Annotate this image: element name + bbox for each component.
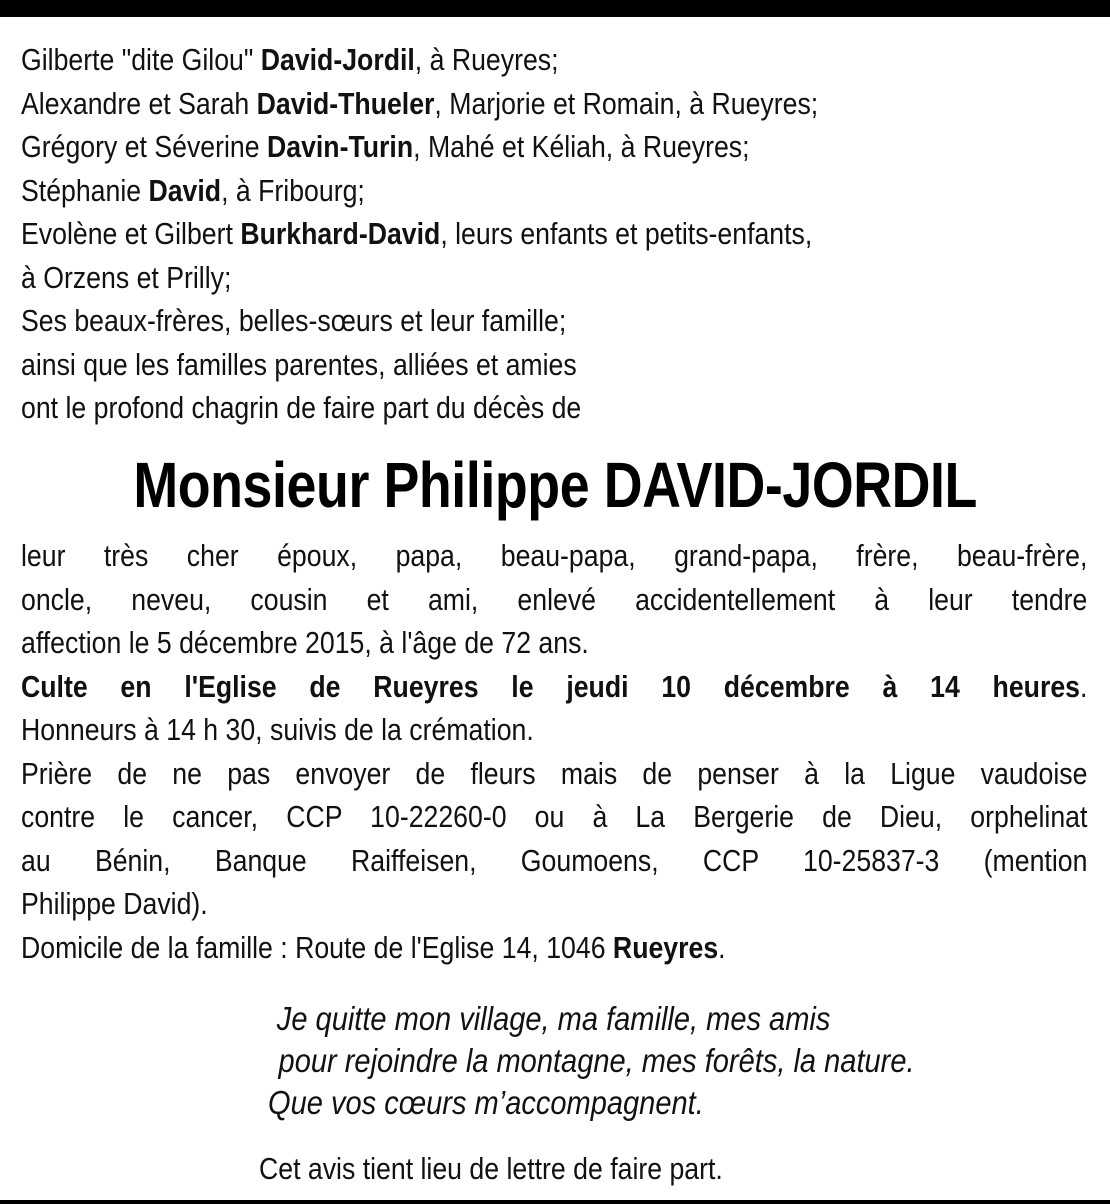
service-announcement: Culte en l'Eglise de Rueyres le jeudi 10 décembre à 14 heures. [21,668,1088,704]
top-border-rule [0,0,1110,17]
mourner-line: à Orzens et Prilly; [21,259,232,295]
donation-line: au Bénin, Banque Raiffeisen, Goumoens, CCP 10-25837-3 (mention [21,842,1088,878]
notice-body [21,534,1087,969]
bottom-border-rule [0,1200,1110,1204]
mourner-line: ont le profond chagrin de faire part du décès de [21,390,582,425]
footer-note: Cet avis tient lieu de lettre de faire part. [259,1151,723,1186]
family-name: Davin-Turin [266,129,414,164]
mourner-line: Evolène et Gilbert Burkhard-David, leurs enfants et petits-enfants, [21,216,813,251]
mourner-line: Gilberte "dite Gilou" David-Jordil, à Rueyres; [21,42,559,77]
description-line: leur très cher époux, papa, beau-papa, grand-papa, frère, beau-frère, [21,538,1088,573]
mourner-line: Ses beaux-frères, belles-sœurs et leur famille; [21,303,567,338]
mourner-line: Stéphanie David, à Fribourg; [21,172,365,208]
donation-line: contre le cancer, CCP 10-22260-0 ou à La Bergerie de Dieu, orphelinat [21,799,1088,834]
mourner-line: ainsi que les familles parentes, alliées et amies [21,346,577,382]
mourners-list [21,38,1087,430]
poem-line: Que vos cœurs m’accompagnent. [268,1084,704,1121]
donation-line: Prière de ne pas envoyer de fleurs mais de penser à la Ligue vaudoise [21,755,1088,791]
poem-line: Je quitte mon village, ma famille, mes amis [276,1000,831,1037]
family-name: David-Jordil [260,42,415,77]
description-line: oncle, neveu, cousin et ami, enlevé accidentellement à leur tendre [21,581,1088,617]
family-name: Burkhard-David [240,216,441,251]
donation-line: Philippe David). [21,886,208,921]
family-name: David-Thueler [256,85,435,121]
title-block [0,440,1110,530]
poem-line: pour rejoindre la montagne, mes forêts, la nature. [278,1042,915,1079]
mourner-line: Alexandre et Sarah David-Thueler, Marjorie et Romain, à Rueyres; [21,85,819,121]
mourner-line: Grégory et Séverine Davin-Turin, Mahé et Kéliah, à Rueyres; [21,129,750,164]
poem [268,998,1110,1124]
family-name: David [148,172,222,208]
honours-line: Honneurs à 14 h 30, suivis de la crémation. [21,712,534,747]
deceased-name: Monsieur Philippe DAVID-JORDIL [133,449,977,521]
description-line: affection le 5 décembre 2015, à l'âge de 72 ans. [21,625,589,660]
domicile-line: Domicile de la famille : Route de l'Eglise 14, 1046 Rueyres. [21,929,726,965]
